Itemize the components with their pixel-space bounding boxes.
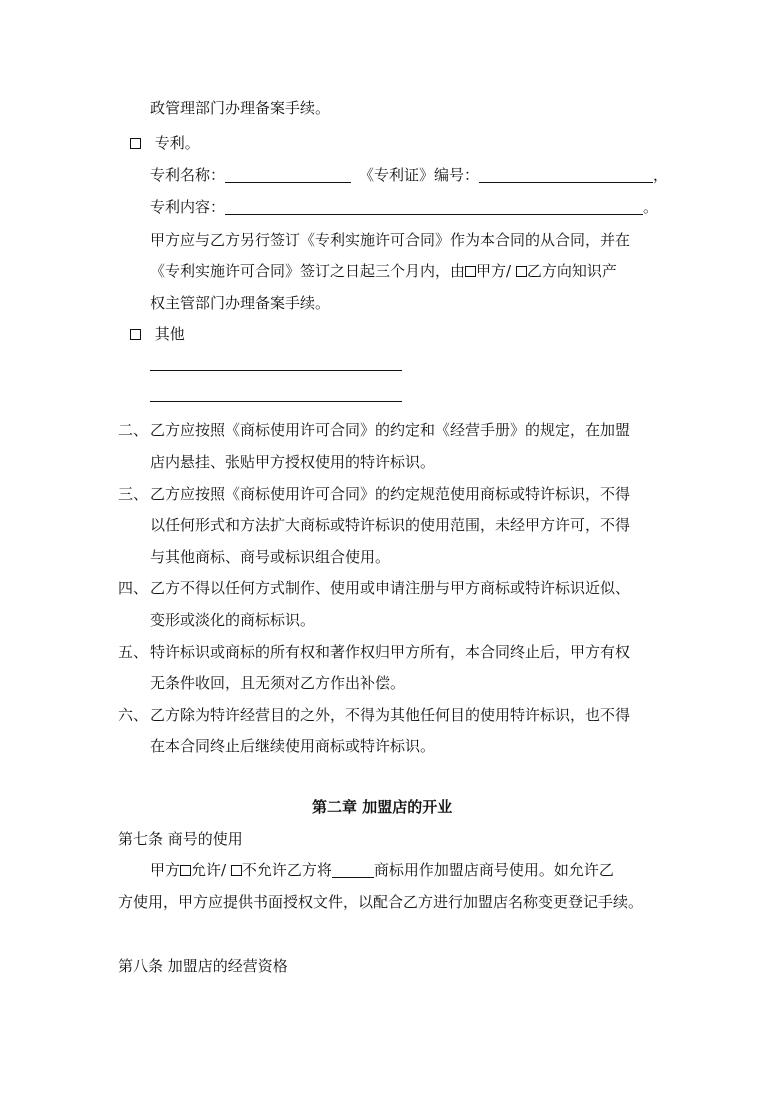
- patent-content-row: [150, 197, 658, 217]
- paragraph-line: 政管理部门办理备案手续。: [150, 99, 331, 117]
- clause-line: 店内悬挂、张贴甲方授权使用的特许标识。: [150, 453, 436, 471]
- patent-content-blank[interactable]: [225, 198, 643, 215]
- paragraph-line: 甲方应与乙方另行签订《专利实施许可合同》作为本合同的从合同，并在: [150, 231, 631, 249]
- patent-name-label: 专利名称：: [150, 166, 226, 184]
- text-span: 允许/: [191, 861, 231, 879]
- paragraph-line: [150, 261, 617, 281]
- clause-line: 特许标识或商标的所有权和著作权归甲方所有，本合同终止后，甲方有权: [150, 643, 631, 661]
- allow-checkbox[interactable]: [180, 865, 191, 876]
- disallow-checkbox[interactable]: [231, 865, 242, 876]
- punct: 。: [643, 198, 659, 216]
- patent-name-row: [150, 165, 668, 185]
- patent-content-label: 专利内容：: [150, 198, 226, 216]
- trademark-blank[interactable]: [332, 861, 374, 878]
- clause-number: 四、: [118, 579, 149, 597]
- other-blank-line[interactable]: [150, 401, 402, 402]
- other-checkbox[interactable]: [130, 329, 141, 340]
- party-b-checkbox[interactable]: [516, 266, 527, 277]
- clause-line: 乙方应按照《商标使用许可合同》的约定和《经营手册》的规定，在加盟: [150, 421, 631, 439]
- paragraph-line: 权主管部门办理备案手续。: [150, 294, 331, 312]
- patent-checkbox[interactable]: [130, 138, 141, 149]
- text-span: 不允许乙方将: [241, 861, 332, 879]
- patent-heading: 专利。: [154, 134, 200, 152]
- clause-line: 与其他商标、商号或标识组合使用。: [150, 548, 391, 566]
- clause-line: 以任何形式和方法扩大商标或特许标识的使用范围，未经甲方许可，不得: [150, 516, 631, 534]
- clause-line: 无条件收回，且无须对乙方作出补偿。: [150, 674, 406, 692]
- paragraph-line: 方使用，甲方应提供书面授权文件，以配合乙方进行加盟店名称变更登记手续。: [118, 893, 644, 911]
- text-span: 商标用作加盟店商号使用。如允许乙: [373, 861, 614, 879]
- paragraph-line: [150, 860, 614, 880]
- other-heading: 其他: [154, 325, 185, 343]
- chapter-title: 第二章 加盟店的开业: [312, 798, 453, 816]
- punct: ，: [653, 166, 669, 184]
- clause-line: 乙方除为特许经营目的之外，不得为其他任何目的使用特许标识，也不得: [150, 706, 631, 724]
- other-option: [130, 324, 185, 344]
- patent-option: [130, 133, 200, 153]
- party-a-checkbox[interactable]: [465, 266, 476, 277]
- text-span: 《专利实施许可合同》签订之日起三个月内，由: [150, 262, 466, 280]
- article-title: 第八条 加盟店的经营资格: [118, 957, 288, 975]
- other-blank-line[interactable]: [150, 370, 402, 371]
- clause-line: 变形或淡化的商标标识。: [150, 611, 316, 629]
- clause-number: 二、: [118, 421, 149, 439]
- clause-number: 五、: [118, 643, 149, 661]
- patent-cert-label: 《专利证》编号：: [359, 166, 480, 184]
- clause-line: 乙方不得以任何方式制作、使用或申请注册与甲方商标或特许标识近似、: [150, 579, 631, 597]
- patent-name-blank[interactable]: [225, 166, 351, 183]
- text-span: 甲方/: [476, 262, 516, 280]
- patent-cert-blank[interactable]: [479, 166, 653, 183]
- article-title: 第七条 商号的使用: [118, 830, 243, 848]
- clause-line: 在本合同终止后继续使用商标或特许标识。: [150, 737, 436, 755]
- clause-number: 三、: [118, 485, 149, 503]
- text-span: 甲方: [150, 861, 181, 879]
- text-span: 乙方向知识产: [526, 262, 617, 280]
- clause-line: 乙方应按照《商标使用许可合同》的约定规范使用商标或特许标识，不得: [150, 485, 631, 503]
- clause-number: 六、: [118, 706, 149, 724]
